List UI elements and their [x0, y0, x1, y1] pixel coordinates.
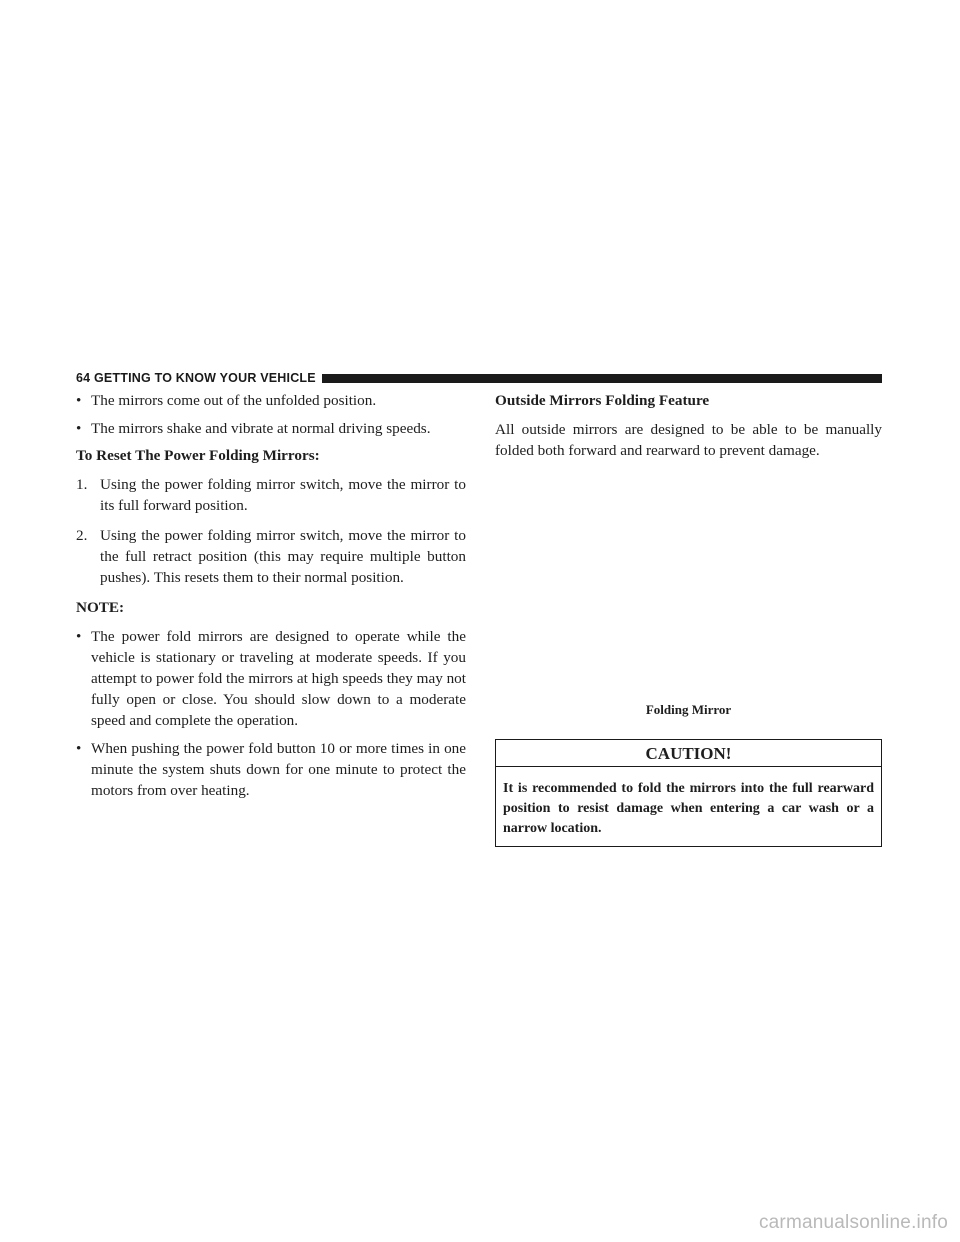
step-text: Using the power folding mirror switch, move the mirror to its full forward position.	[100, 476, 466, 514]
reset-heading: To Reset The Power Folding Mirrors:	[76, 447, 320, 464]
bullet-icon: •	[76, 392, 82, 409]
list-item	[76, 418, 466, 439]
header-rule	[322, 374, 882, 383]
list-item-text: The power fold mirrors are designed to operate while the vehicle is stationary or traveling at moderate speeds. If you attempt to power fold the mirrors at high speeds they may not fully open or close. You should slow down to a moderate speed and complete the operation.	[91, 628, 466, 729]
right-column	[495, 390, 882, 847]
watermark: carmanualsonline.info	[758, 1212, 948, 1233]
list-item	[76, 390, 466, 411]
caution-text: It is recommended to fold the mirrors into the full rearward position to resist damage when entering a car wash or a narrow location.	[503, 781, 874, 836]
caution-title: CAUTION!	[496, 740, 881, 767]
figure-caption: Folding Mirror	[645, 702, 732, 717]
list-item-text: When pushing the power fold button 10 or more times in one minute the system shuts down for one minute to protect the motors from over heating.	[91, 740, 466, 799]
bullet-icon: •	[76, 628, 82, 645]
bullet-icon: •	[76, 420, 82, 437]
list-item	[76, 626, 466, 731]
step-item	[76, 474, 466, 516]
note-heading: NOTE:	[76, 599, 125, 616]
page-header	[76, 370, 882, 386]
section-body: All outside mirrors are designed to be able to be manually folded both forward and rearward to prevent damage.	[495, 421, 882, 459]
figure-placeholder	[495, 469, 882, 701]
list-item-text: The mirrors come out of the unfolded position.	[91, 392, 377, 409]
page-header-text: 64 GETTING TO KNOW YOUR VEHICLE	[76, 371, 316, 385]
left-column	[76, 390, 466, 808]
list-item	[76, 738, 466, 801]
step-number: 1.	[76, 476, 88, 493]
caution-box	[495, 739, 882, 847]
step-item	[76, 525, 466, 588]
list-item-text: The mirrors shake and vibrate at normal driving speeds.	[91, 420, 431, 437]
bullet-icon: •	[76, 740, 82, 757]
step-text: Using the power folding mirror switch, move the mirror to the full retract position (this may require multiple button pushes). This resets them to their normal position.	[100, 527, 466, 586]
step-number: 2.	[76, 527, 88, 544]
section-heading: Outside Mirrors Folding Feature	[495, 392, 710, 409]
